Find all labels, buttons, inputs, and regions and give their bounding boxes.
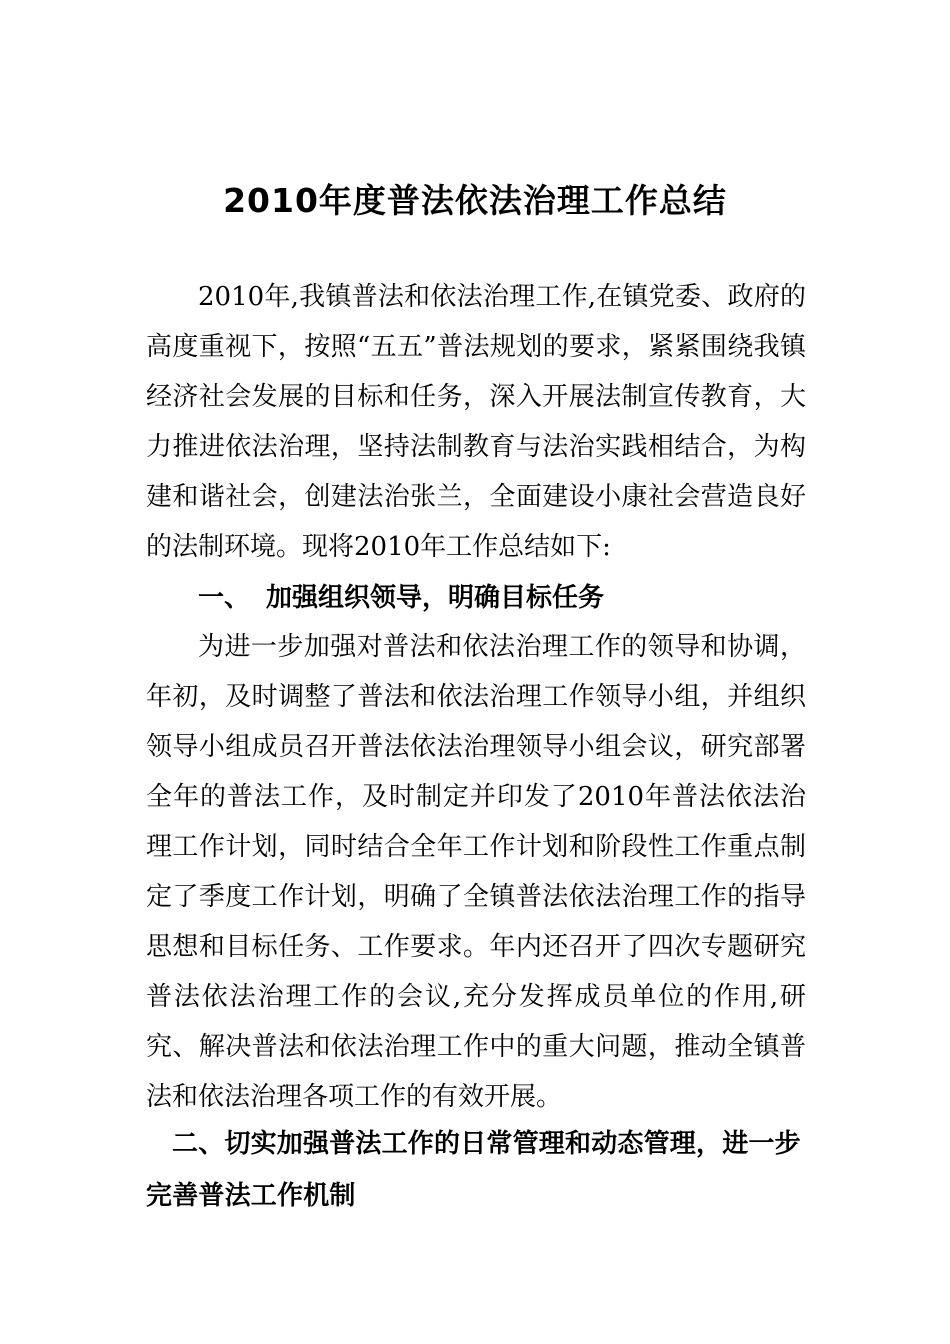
section-heading-2: 二、切实加强普法工作的日常管理和动态管理，进一步完善普法工作机制 [146, 1129, 801, 1211]
section-heading-1-number: 一、 [198, 583, 251, 613]
section-heading-1 [146, 573, 806, 623]
intro-paragraph: 2010年,我镇普法和依法治理工作,在镇党委、政府的高度重视下，按照“五五”普法规划的要求，紧紧围绕我镇经济社会发展的目标和任务，深入开展法制宣传教育，大力推进依法治理，坚持法制教育与法治实践相结合，为构建和谐社会，创建法治张兰，全面建设小康社会营造良好的法制环境。现将2010年工作总结如下: [146, 282, 806, 562]
document-title: 2010年度普法依法治理工作总结 [223, 181, 727, 220]
section-1-paragraph: 为进一步加强对普法和依法治理工作的领导和协调，年初，及时调整了普法和依法治理工作领导小组，并组织领导小组成员召开普法依法治理领导小组会议，研究部署全年的普法工作，及时制定并印发了2010年普法依法治理工作计划，同时结合全年工作计划和阶段性工作重点制定了季度工作计划，明确了全镇普法依法治理工作的指导思想和目标任务、工作要求。年内还召开了四次专题研究普法依法治理工作的会议,充分发挥成员单位的作用,研究、解决普法和依法治理工作中的重大问题，推动全镇普法和依法治理各项工作的有效开展。 [146, 632, 806, 1112]
section-heading-1-text: 加强组织领导，明确目标任务 [266, 583, 605, 613]
